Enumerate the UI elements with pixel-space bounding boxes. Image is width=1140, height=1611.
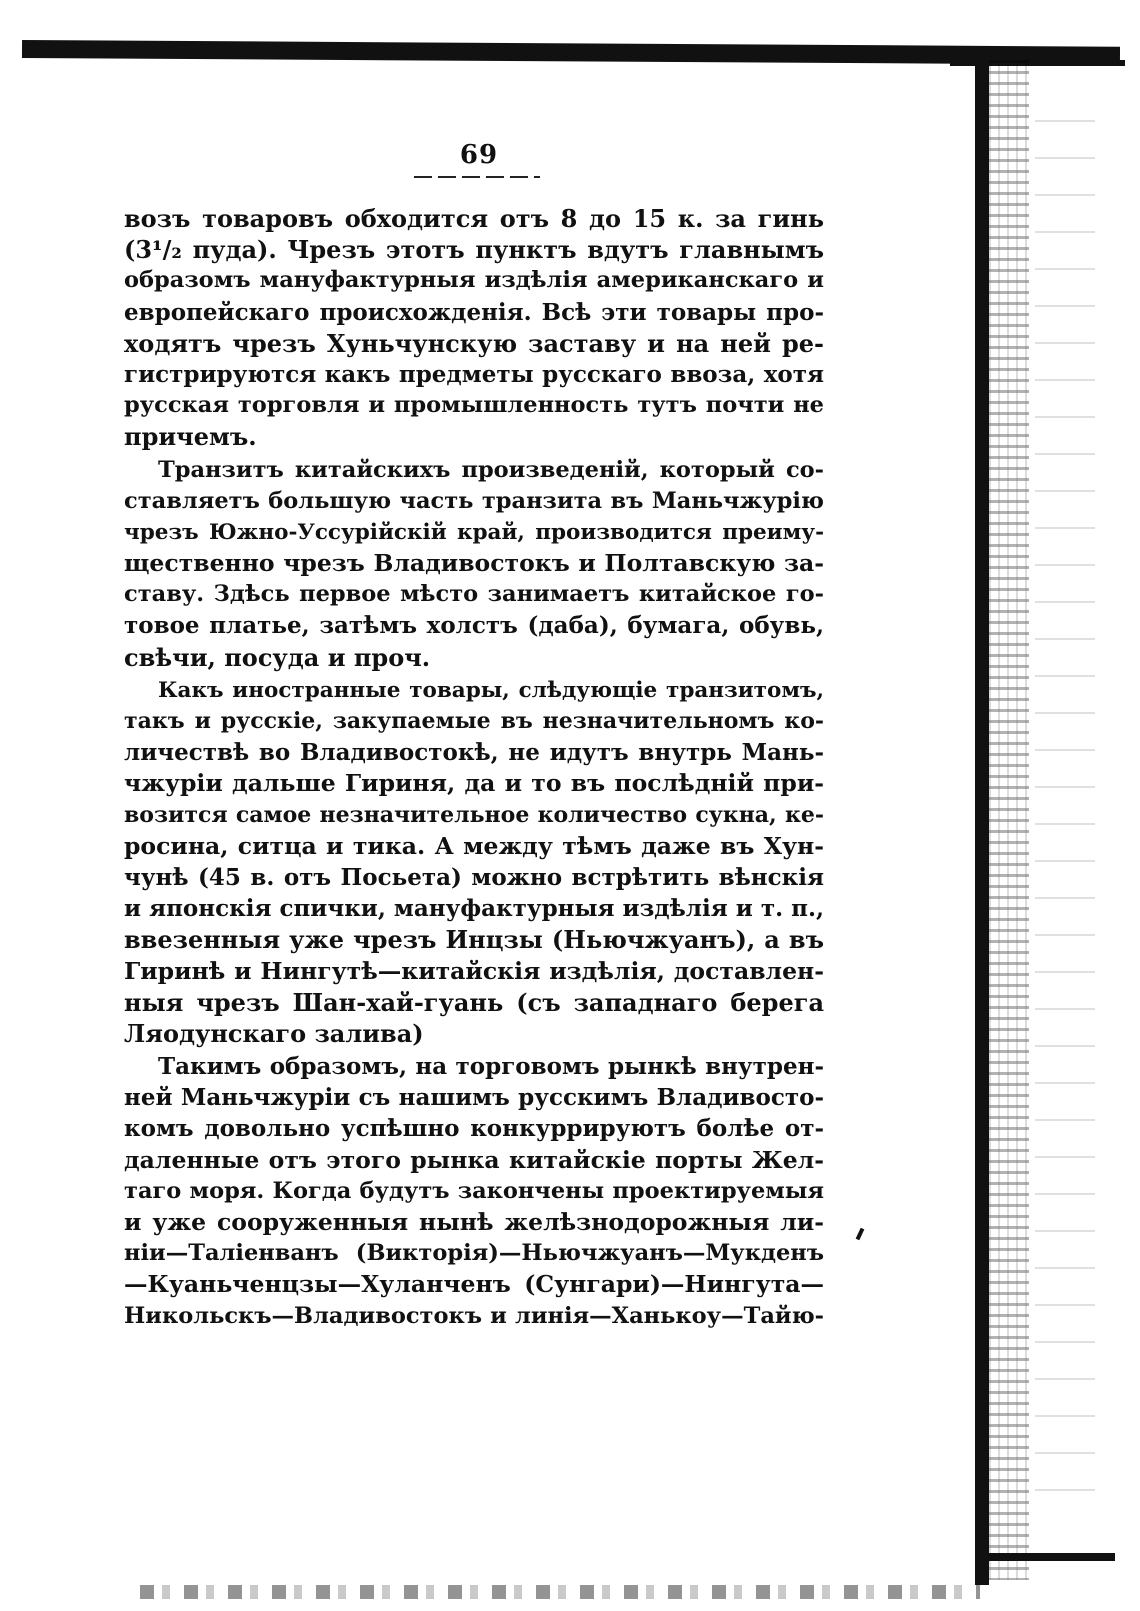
text-line: товое платье, затѣмъ холстъ (даба), бумага, обувь, (124, 612, 824, 640)
text-line: чрезъ Южно-Уссурійскій край, производится преиму- (124, 519, 824, 545)
text-line: (3¹/₂ пуда). Чрезъ этотъ пунктъ вдутъ главнымъ (124, 235, 824, 265)
text-line: личествѣ во Владивостокѣ, не идутъ внутрь Мань- (124, 739, 824, 767)
text-line: русская торговля и промышленность тутъ почти не (124, 392, 824, 419)
text-line: ставу. Здѣсь первое мѣсто занимаетъ китайское го- (124, 581, 824, 608)
text-line: Никольскъ—Владивостокъ и линія—Ханькоу—Тайю- (124, 1302, 824, 1329)
text-line: ніи—Таліенванъ (Викторія)—Ньючжуанъ—Мукденъ (124, 1240, 824, 1267)
text-line: росина, ситца и тика. А между тѣмъ даже въ Хун- (124, 831, 824, 860)
text-line: Такимъ образомъ, на торговомъ рынкѣ внутрен- (158, 1053, 824, 1081)
text-line: образомъ мануфактурныя издѣлія американскаго и (124, 267, 824, 294)
text-line: таго моря. Когда будутъ закончены проектируемыя (124, 1177, 824, 1204)
text-line: Какъ иностранные товары, слѣдующіе транзитомъ, (158, 677, 824, 703)
page-number: 69 (459, 140, 499, 170)
text-line: ходятъ чрезъ Хуньчунскую заставу и на ней ре- (124, 328, 824, 358)
text-line: и японскія спички, мануфактурныя издѣлія и т. п., (124, 895, 824, 923)
text-line: даленные отъ этого рынка китайскіе порты Жел- (124, 1145, 824, 1174)
text-line: возъ товаровъ обходится отъ 8 до 15 к. за гинь (124, 204, 824, 233)
text-line: европейскаго происхожденія. Всѣ эти товары про- (124, 298, 824, 326)
text-line: щественно чрезъ Владивостокъ и Полтавскую за- (124, 549, 824, 578)
text-line: чжуріи дальше Гириня, да и то въ послѣдній при- (124, 769, 824, 798)
bottom-scan-noise (140, 1585, 980, 1599)
text-line: Гиринѣ и Нингутѣ—китайскія издѣлія, доставлен- (124, 956, 824, 985)
text-line: чунѣ (45 в. отъ Посьета) можно встрѣтить вѣнскія (124, 863, 824, 891)
text-line: возится самое незначительное количество сукна, ке- (124, 801, 824, 828)
body-text (124, 203, 824, 1332)
text-line: свѣчи, посуда и проч. (124, 642, 431, 672)
stray-ink-mark (856, 1228, 865, 1241)
paragraph-1 (124, 203, 824, 453)
text-line: ныя чрезъ Шан-хай-гуань (съ западнаго берега (124, 987, 824, 1017)
text-line: причемъ. (124, 422, 257, 452)
text-line: ввезенныя уже чрезъ Инцзы (Ньючжуанъ), а въ (124, 925, 824, 955)
text-line: —Куаньченцзы—Хуланченъ (Сунгари)—Нингута— (124, 1270, 824, 1299)
text-line: Ляодунскаго залива) (124, 1018, 424, 1048)
right-edge-speckle (989, 60, 1029, 1580)
text-line: и уже сооруженныя нынѣ желѣзнодорожныя ли- (124, 1208, 824, 1236)
text-line: комъ довольно успѣшно конкуррируютъ болѣе от- (124, 1115, 824, 1143)
text-line: такъ и русскіе, закупаемые въ незначительномъ ко- (124, 708, 824, 734)
paragraph-3 (124, 675, 824, 1049)
text-line: гистрируются какъ предметы русскаго ввоза, хотя (124, 360, 824, 388)
text-line: Транзитъ китайскихъ произведеній, который со- (158, 456, 824, 483)
paragraph-2 (124, 455, 824, 673)
right-binding-edge (975, 55, 989, 1585)
page-number-rule (414, 176, 540, 178)
bottom-scan-border (975, 1553, 1115, 1561)
text-line: ней Маньчжуріи съ нашимъ русскимъ Владивосто- (124, 1084, 824, 1112)
text-line: ставляетъ большую часть транзита въ Маньчжурію (124, 487, 824, 514)
paragraph-4 (124, 1051, 824, 1332)
right-margin-noise (1035, 120, 1095, 1520)
